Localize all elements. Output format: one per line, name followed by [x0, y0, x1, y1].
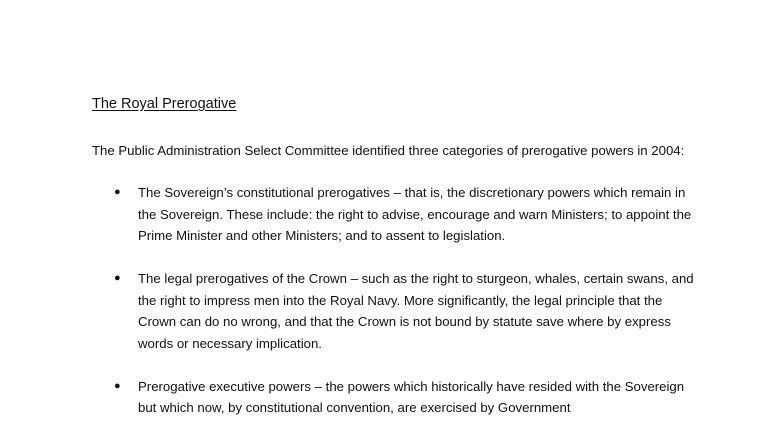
list-item — [92, 182, 702, 247]
list-item-text: The Sovereign’s constitutional prerogatives – that is, the discretionary powers which remain in the Sovereign. These include: the right to advise, encourage and warn Ministers; to appoint the Prime Minister and other Ministers; and to assent to legislation. — [138, 185, 692, 243]
intro-paragraph: The Public Administration Select Committee identified three categories of prerogative powers in 2004: — [92, 143, 685, 158]
document-heading: The Royal Prerogative — [92, 96, 237, 112]
bullet-icon: ● — [114, 186, 121, 198]
list-item — [92, 376, 702, 419]
bullet-icon: ● — [114, 379, 121, 392]
list-item-text: The legal prerogatives of the Crown – such as the right to sturgeon, whales, certain swans, and the right to impress men into the Royal Navy. More significantly, the legal principle that the Crown can do no wrong, and that the Crown is not bound by statute save where by express words or necessary implication. — [138, 271, 694, 351]
prerogative-categories-list — [92, 182, 702, 419]
bullet-icon: ● — [114, 272, 121, 284]
list-item-text: Prerogative executive powers – the powers which historically have resided with the Sovereign but which now, by constitutional convention, are exercised by Government — [138, 378, 685, 415]
list-item — [92, 268, 702, 354]
